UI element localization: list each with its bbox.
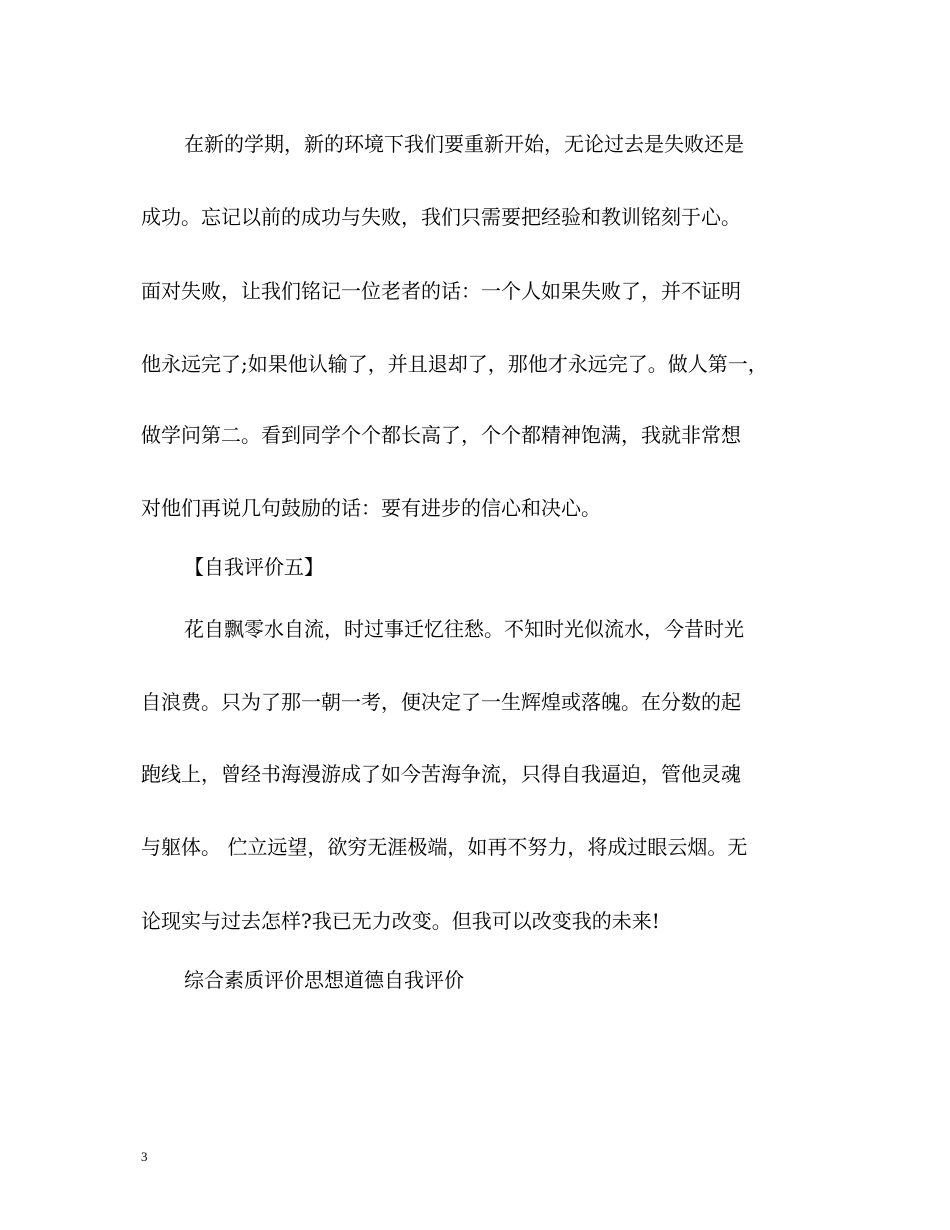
- paragraph-line: 在新的学期，新的环境下我们要重新开始，无论过去是失败还是: [184, 132, 744, 156]
- paragraph-line: 对他们再说几句鼓励的话：要有进步的信心和决心。: [141, 496, 601, 520]
- section-heading: 综合素质评价思想道德自我评价: [184, 968, 464, 992]
- paragraph-line: 与躯体。 伫立远望，欲穷无涯极端，如再不努力，将成过眼云烟。无: [141, 835, 748, 859]
- page-number: 3: [141, 1149, 148, 1164]
- paragraph-line: 面对失败，让我们铭记一位老者的话：一个人如果失败了，并不证明: [141, 279, 741, 303]
- paragraph-line: 成功。忘记以前的成功与失败，我们只需要把经验和教训铭刻于心。: [141, 205, 741, 229]
- paragraph-line: 做学问第二。看到同学个个都长高了，个个都精神饱满，我就非常想: [141, 423, 741, 447]
- paragraph-line: 花自飘零水自流，时过事迁忆往愁。不知时光似流水，今昔时光: [184, 617, 744, 641]
- paragraph-line: 他永远完了;如果他认输了，并且退却了，那他才永远完了。做人第一，: [141, 352, 768, 376]
- paragraph-line: 论现实与过去怎样?我已无力改变。但我可以改变我的未来!: [141, 909, 660, 933]
- paragraph-line: 自浪费。只为了那一朝一考，便决定了一生辉煌或落魄。在分数的起: [141, 690, 741, 714]
- section-heading: 【自我评价五】: [184, 555, 324, 579]
- paragraph-line: 跑线上，曾经书海漫游成了如今苦海争流，只得自我逼迫，管他灵魂: [141, 762, 741, 786]
